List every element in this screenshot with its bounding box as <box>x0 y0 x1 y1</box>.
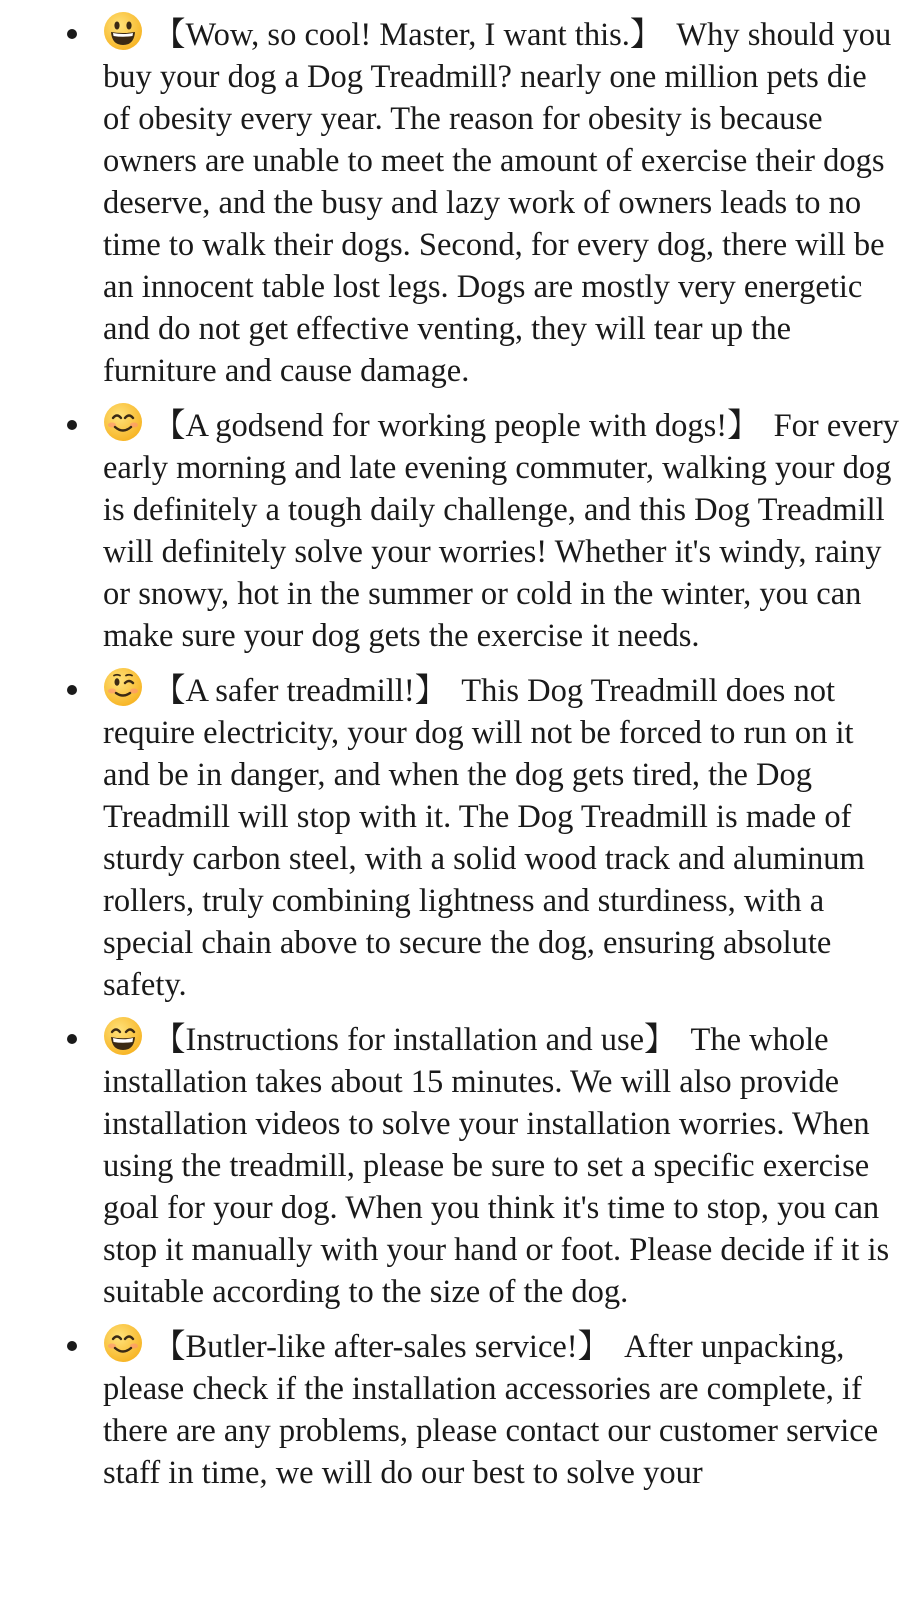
item-heading: 【A safer treadmill!】 <box>153 673 448 709</box>
bullet-dot <box>67 1034 77 1044</box>
bullet-dot <box>67 420 77 430</box>
smiling-face-icon <box>103 1323 143 1363</box>
item-body: After unpacking, please check if the installation accessories are complete, if there are any problems, please contact our customer service staff in time, we will do our best to solve your <box>103 1329 879 1491</box>
item-body: For every early morning and late evening commuter, walking your dog is definitely a tough daily challenge, and this Dog Treadmill will definitely solve your worries! Whether it's windy, rainy or snowy, hot in the summer or cold in the winter, you can make sure your dog gets the exercise it needs. <box>103 408 900 654</box>
list-item <box>0 667 908 1006</box>
bullet-dot <box>67 685 77 695</box>
item-body: Why should you buy your dog a Dog Treadmill? nearly one million pets die of obesity every year. The reason for obesity is because owners are unable to meet the amount of exercise their dogs deserve, and the busy and lazy work of owners leads to no time to walk their dogs. Second, for every dog, there will be an innocent table lost legs. Dogs are mostly very energetic and do not get effective venting, they will tear up the furniture and cause damage. <box>103 17 892 389</box>
winking-face-icon <box>103 667 143 707</box>
bullet-dot <box>67 29 77 39</box>
beaming-face-icon <box>103 1016 143 1056</box>
item-heading: 【A godsend for working people with dogs!】 <box>153 408 760 444</box>
item-body: This Dog Treadmill does not require electricity, your dog will not be forced to run on it and be in danger, and when the dog gets tired, the Dog Treadmill will stop with it. The Dog Treadmill is made of sturdy carbon steel, with a solid wood track and aluminum rollers, truly combining lightness and sturdiness, with a special chain above to secure the dog, ensuring absolute safety. <box>103 673 865 1003</box>
smiling-face-icon <box>103 402 143 442</box>
list-item <box>0 1016 908 1313</box>
item-body: The whole installation takes about 15 minutes. We will also provide installation videos to solve your installation worries. When using the treadmill, please be sure to set a specific exercise goal for your dog. When you think it's time to stop, you can stop it manually with your hand or foot. Please decide if it is suitable according to the size of the dog. <box>103 1022 890 1310</box>
list-item <box>0 11 908 392</box>
feature-list <box>0 11 908 1504</box>
item-heading: 【Wow, so cool! Master, I want this.】 <box>153 17 663 53</box>
item-heading: 【Butler-like after-sales service!】 <box>153 1329 611 1365</box>
item-heading: 【Instructions for installation and use】 <box>153 1022 677 1058</box>
list-item <box>0 402 908 657</box>
list-item <box>0 1323 908 1494</box>
grinning-face-icon <box>103 11 143 51</box>
bullet-dot <box>67 1341 77 1351</box>
